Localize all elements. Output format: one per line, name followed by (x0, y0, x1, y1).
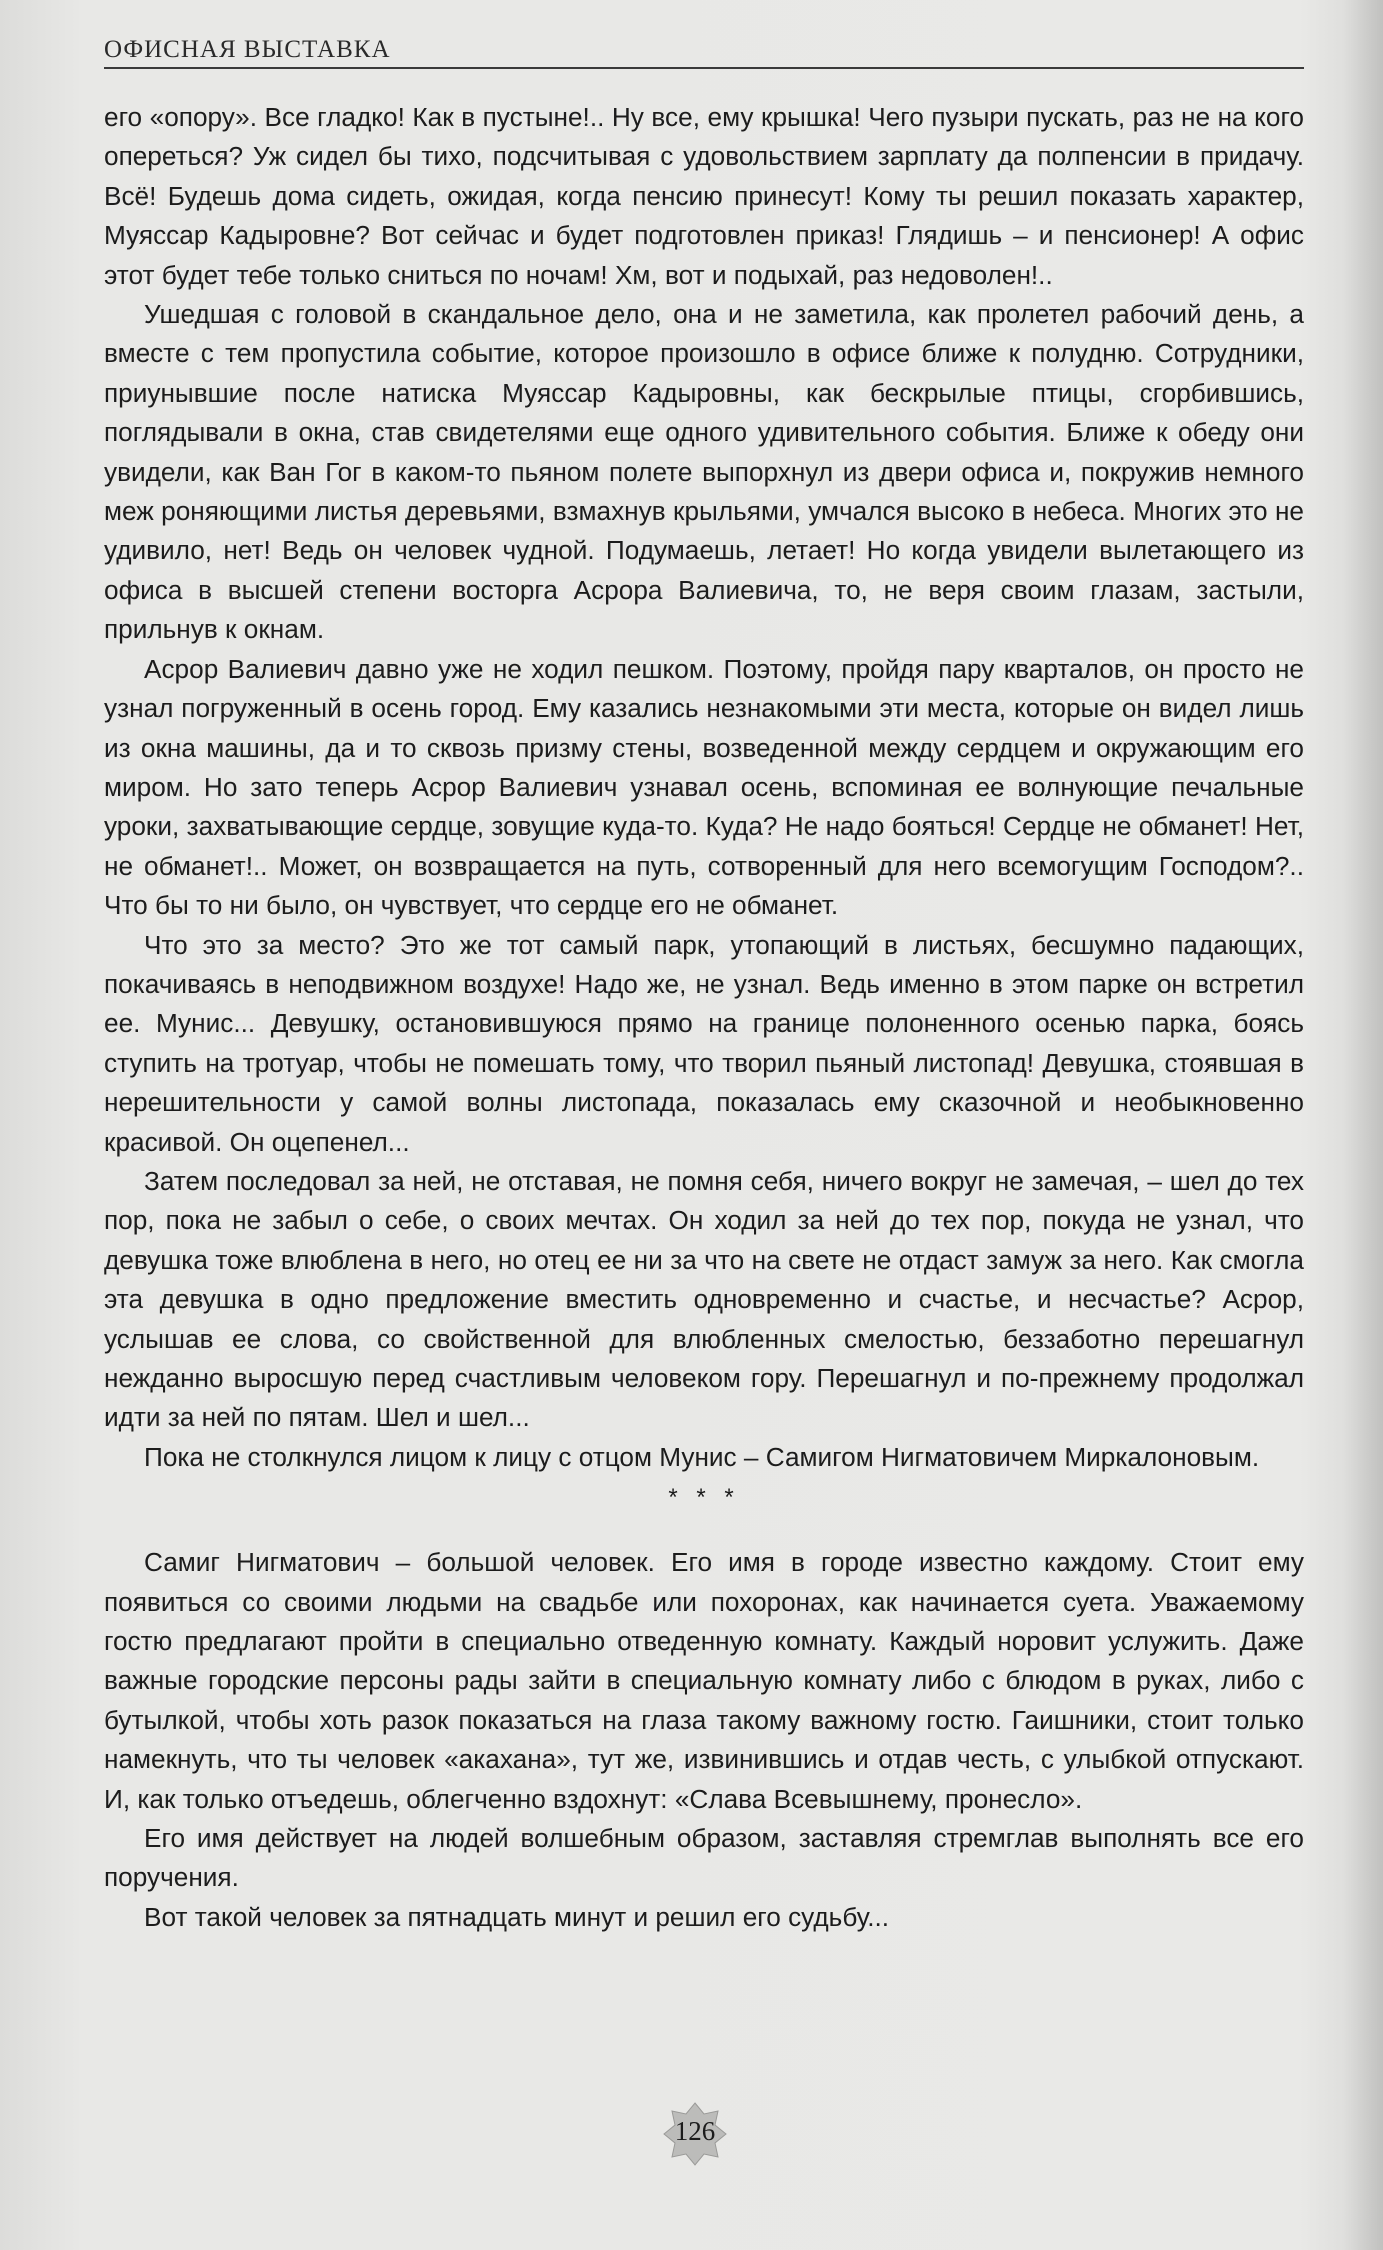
paragraph: Что это за место? Это же тот самый парк, утопающий в листьях, бесшумно падающих, покачиваясь в неподвижном воздухе! Надо же, не узнал. Ведь именно в этом парке он встретил ее. Мунис... Девушку, остановившуюся прямо на границе полоненного осенью парка, боясь ступить на тротуар, чтобы не помешать тому, что творил пьяный листопад! Девушка, стоявшая в нерешительности у самой волны листопада, показалась ему сказочной и необыкновенно красивой. Он оцепенел... (104, 929, 1304, 1157)
paragraph: Ушедшая с головой в скандальное дело, она и не заметила, как пролетел рабочий день, а вместе с тем пропустила событие, которое произошло в офисе ближе к полудню. Сотрудники, приунывшие после натиска Муяссар Кадыровны, как бескрылые птицы, сгорбившись, поглядывали в окна, став свидетелями еще одного удивительного события. Ближе к обеду они увидели, как Ван Гог в каком-то пьяном полете выпорхнул из двери офиса и, покружив немного меж роняющими листья деревьями, взмахнув крыльями, умчался высоко в небеса. Многих это не удивило, нет! Ведь он человек чудной. Подумаешь, летает! Но когда увидели вылетающего из офиса в высшей степени восторга Асрора Валиевича, то, не веря своим глазам, застыли, прильнув к окнам. (104, 299, 1304, 645)
body-text (104, 98, 1304, 1937)
page-header (104, 36, 1304, 66)
page-footer (0, 2094, 1383, 2174)
page-number: 126 (674, 2116, 716, 2146)
paragraph: Самиг Нигматович – большой человек. Его имя в городе известно каждому. Стоит ему появиться со своими людьми на свадьбе или похоронах, как начинается суета. Уважаемому гостю предлагают пройти в специально отведенную комнату. Каждый норовит услужить. Даже важные городские персоны рады зайти в специальную комнату либо с блюдом в руках, либо с бутылкой, чтобы хоть разок показаться на глаза такому важному гостю. Гаишники, стоит только намекнуть, что ты человек «акахана», тут же, извинившись и отдав честь, с улыбкой отпускают. И, как только отъедешь, облегченно вздохнут: «Слава Всевышнему, пронесло». (104, 1547, 1304, 1814)
page-edge-shadow (1343, 0, 1383, 2250)
paragraph: Асрор Валиевич давно уже не ходил пешком. Поэтому, пройдя пару кварталов, он просто не узнал погруженный в осень город. Ему казались незнакомыми эти места, которые он видел лишь из окна машины, да и то сквозь призму стены, возведенной между сердцем и окружающим его миром. Но зато теперь Асрор Валиевич узнавал осень, вспоминая ее волнующие печальные уроки, захватывающие сердце, зовущие куда-то. Куда? Не надо бояться! Сердце не обманет! Нет, не обманет!.. Может, он возвращается на путь, сотворенный для него всемогущим Господом?.. Что бы то ни было, он чувствует, что сердце его не обманет. (104, 653, 1304, 921)
paragraph: Пока не столкнулся лицом к лицу с отцом Мунис – Самигом Нигматовичем Миркалоновым. (144, 1441, 1260, 1472)
paragraph: Затем последовал за ней, не отставая, не помня себя, ничего вокруг не замечая, – шел до тех пор, пока не забыл о себе, о своих мечтах. Он ходил за ней до тех пор, покуда не узнал, что девушка тоже влюблена в него, но отец ее ни за что на свете не отдаст замуж за него. Как смогла эта девушка в одно предложение вместить одновременно и счастье, и несчастье? Асрор, услышав ее слова, со свойственной для влюбленных смелостью, беззаботно перешагнул нежданно выросшую перед счастливым человеком гору. Перешагнул и по-прежнему продолжал идти за ней по пятам. Шел и шел... (104, 1165, 1304, 1433)
paragraph: Его имя действует на людей волшебным образом, заставляя стремглав выполнять все его поручения. (104, 1823, 1304, 1893)
running-head: ОФИСНАЯ ВЫСТАВКА (104, 36, 391, 63)
section-separator: * * * (668, 1484, 740, 1512)
paragraph: его «опору». Все гладко! Как в пустыне!.. Ну все, ему крышка! Чего пузыри пускать, раз не на кого опереться? Уж сидел бы тихо, подсчитывая с удовольствием зарплату да полпенсии в придачу. Всё! Будешь дома сидеть, ожидая, когда пенсию принесут! Кому ты решил показать характер, Муяссар Кадыровне? Вот сейчас и будет подготовлен приказ! Глядишь – и пенсионер! А офис этот будет тебе только сниться по ночам! Хм, вот и подыхай, раз недоволен!.. (104, 102, 1304, 290)
paragraph: Вот такой человек за пятнадцать минут и решил его судьбу... (144, 1901, 890, 1932)
header-rule (104, 67, 1304, 69)
